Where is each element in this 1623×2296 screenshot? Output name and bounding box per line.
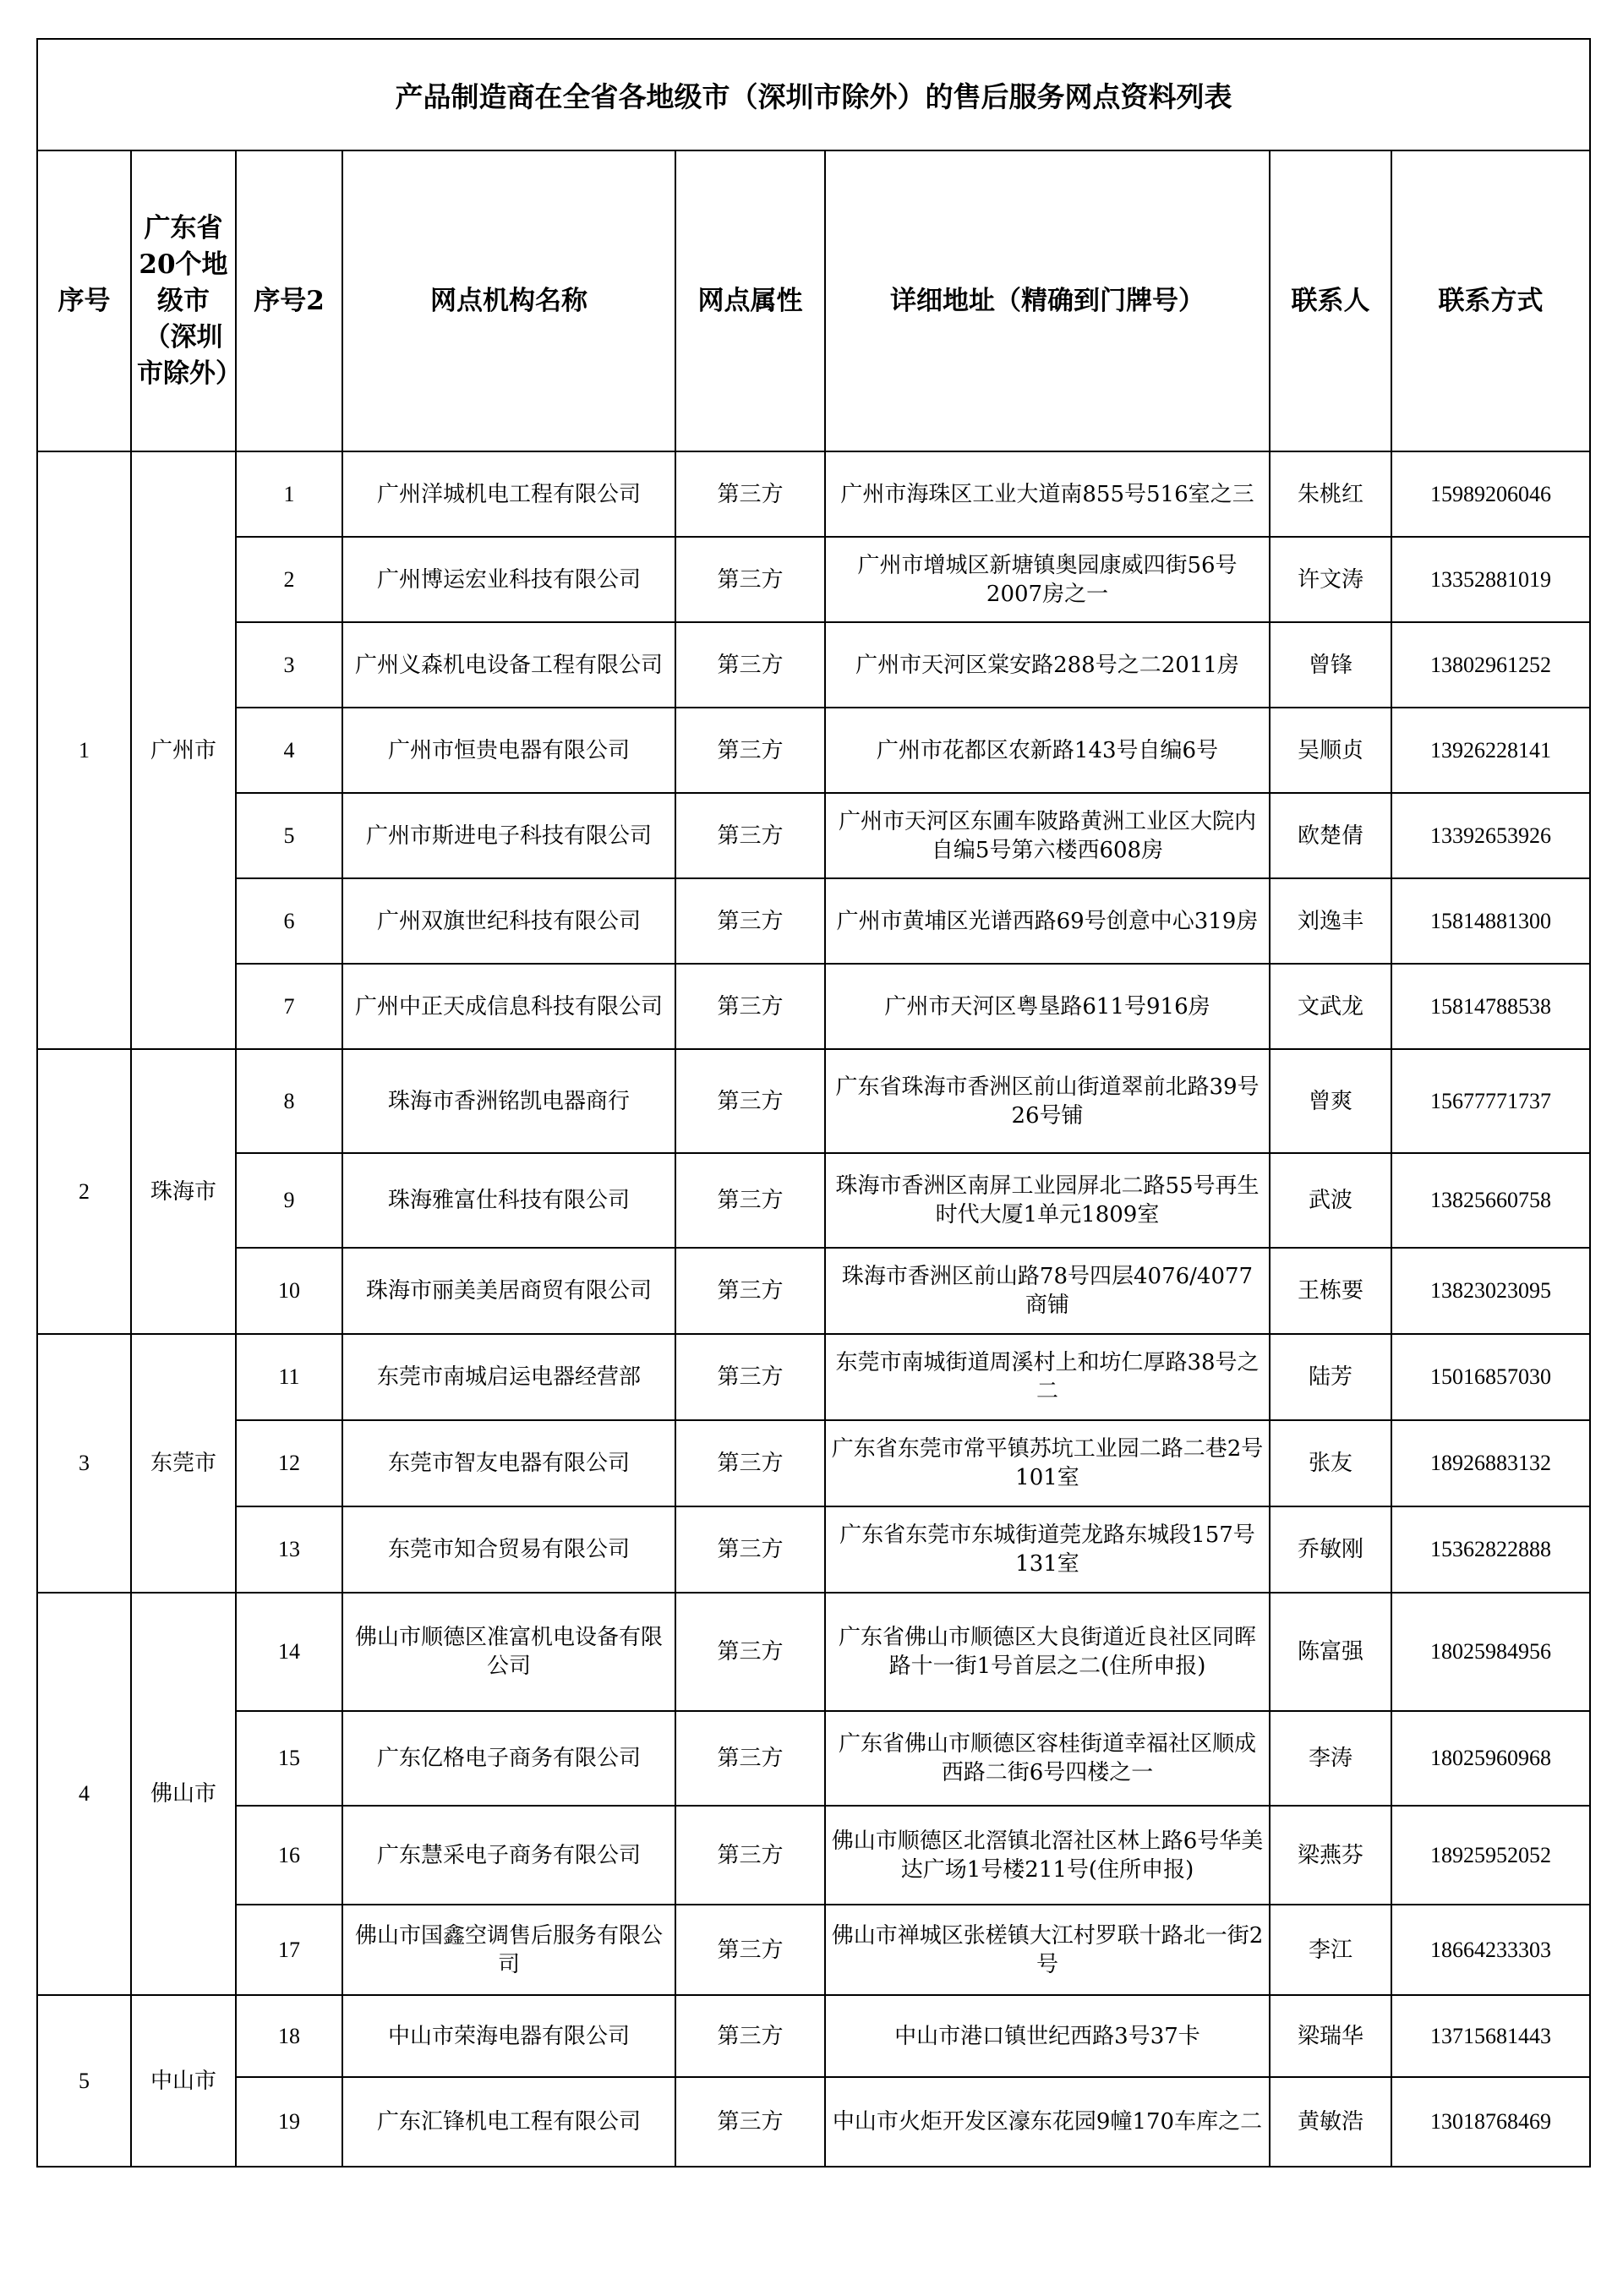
seq2-cell: 4: [236, 708, 342, 793]
address-cell: 珠海市香洲区南屏工业园屏北二路55号再生时代大厦1单元1809室: [825, 1153, 1270, 1248]
table-row: [37, 1153, 1590, 1248]
seq2-cell: 9: [236, 1153, 342, 1248]
outlet-type-cell: 第三方: [675, 878, 825, 964]
address-cell: 东莞市南城街道周溪村上和坊仁厚路38号之二: [825, 1334, 1270, 1420]
outlet-type-cell: 第三方: [675, 1905, 825, 1995]
outlet-name-cell: 珠海市丽美美居商贸有限公司: [342, 1248, 675, 1334]
seq2-cell: 1: [236, 451, 342, 537]
phone-cell: 13926228141: [1391, 708, 1590, 793]
service-outlet-table: [36, 38, 1591, 2168]
seq2-cell: 11: [236, 1334, 342, 1420]
contact-cell: 朱桃红: [1270, 451, 1391, 537]
table-row: [37, 622, 1590, 708]
contact-cell: 陈富强: [1270, 1593, 1391, 1711]
phone-cell: 18925952052: [1391, 1806, 1590, 1905]
phone-cell: 15814788538: [1391, 964, 1590, 1049]
phone-cell: 13352881019: [1391, 537, 1590, 622]
group-seq-cell: 3: [37, 1334, 131, 1593]
outlet-name-cell: 东莞市智友电器有限公司: [342, 1420, 675, 1506]
table-row: [37, 1506, 1590, 1593]
outlet-name-cell: 广东汇锋机电工程有限公司: [342, 2077, 675, 2167]
outlet-name-cell: 佛山市顺德区准富机电设备有限公司: [342, 1593, 675, 1711]
seq2-cell: 18: [236, 1995, 342, 2077]
outlet-name-cell: 广州市恒贵电器有限公司: [342, 708, 675, 793]
outlet-type-cell: 第三方: [675, 1420, 825, 1506]
table-row: [37, 1995, 1590, 2077]
phone-cell: 18664233303: [1391, 1905, 1590, 1995]
outlet-name-cell: 东莞市知合贸易有限公司: [342, 1506, 675, 1593]
table-row: [37, 1806, 1590, 1905]
address-cell: 佛山市顺德区北滘镇北滘社区林上路6号华美达广场1号楼211号(住所申报): [825, 1806, 1270, 1905]
group-city-cell: 广州市: [131, 451, 236, 1049]
address-cell: 广州市天河区粤垦路611号916房: [825, 964, 1270, 1049]
outlet-type-cell: 第三方: [675, 1995, 825, 2077]
contact-cell: 欧楚倩: [1270, 793, 1391, 878]
table-row: [37, 1334, 1590, 1420]
seq2-cell: 2: [236, 537, 342, 622]
phone-cell: 15989206046: [1391, 451, 1590, 537]
header-seq: 序号: [37, 150, 131, 451]
outlet-name-cell: 广州中正天成信息科技有限公司: [342, 964, 675, 1049]
table-row: [37, 537, 1590, 622]
group-city-cell: 珠海市: [131, 1049, 236, 1334]
table-row: [37, 1049, 1590, 1153]
seq2-cell: 12: [236, 1420, 342, 1506]
contact-cell: 李涛: [1270, 1711, 1391, 1806]
phone-cell: 13825660758: [1391, 1153, 1590, 1248]
outlet-type-cell: 第三方: [675, 964, 825, 1049]
contact-cell: 乔敏刚: [1270, 1506, 1391, 1593]
table-row: [37, 2077, 1590, 2167]
seq2-cell: 19: [236, 2077, 342, 2167]
header-type: 网点属性: [675, 150, 825, 451]
group-city-cell: 中山市: [131, 1995, 236, 2167]
table-row: [37, 451, 1590, 537]
outlet-type-cell: 第三方: [675, 793, 825, 878]
address-cell: 广州市增城区新塘镇奥园康威四街56号2007房之一: [825, 537, 1270, 622]
address-cell: 佛山市禅城区张槎镇大江村罗联十路北一街2号: [825, 1905, 1270, 1995]
phone-cell: 13823023095: [1391, 1248, 1590, 1334]
table-row: [37, 964, 1590, 1049]
phone-cell: 18025984956: [1391, 1593, 1590, 1711]
address-cell: 广州市海珠区工业大道南855号516室之三: [825, 451, 1270, 537]
outlet-type-cell: 第三方: [675, 2077, 825, 2167]
contact-cell: 王栋要: [1270, 1248, 1391, 1334]
table-row: [37, 793, 1590, 878]
outlet-type-cell: 第三方: [675, 1506, 825, 1593]
outlet-name-cell: 珠海雅富仕科技有限公司: [342, 1153, 675, 1248]
address-cell: 广东省佛山市顺德区大良街道近良社区同晖路十一街1号首层之二(住所申报): [825, 1593, 1270, 1711]
contact-cell: 文武龙: [1270, 964, 1391, 1049]
table-row: [37, 1420, 1590, 1506]
group-city-cell: 佛山市: [131, 1593, 236, 1995]
outlet-name-cell: 广东慧采电子商务有限公司: [342, 1806, 675, 1905]
seq2-cell: 3: [236, 622, 342, 708]
address-cell: 广州市花都区农新路143号自编6号: [825, 708, 1270, 793]
header-contact: 联系人: [1270, 150, 1391, 451]
seq2-cell: 7: [236, 964, 342, 1049]
contact-cell: 曾爽: [1270, 1049, 1391, 1153]
header-city: 广东省20个地级市（深圳市除外）: [131, 150, 236, 451]
address-cell: 中山市火炬开发区濠东花园9幢170车库之二: [825, 2077, 1270, 2167]
outlet-type-cell: 第三方: [675, 1806, 825, 1905]
address-cell: 广州市天河区东圃车陂路黄洲工业区大院内自编5号第六楼西608房: [825, 793, 1270, 878]
address-cell: 珠海市香洲区前山路78号四层4076/4077商铺: [825, 1248, 1270, 1334]
group-city-cell: 东莞市: [131, 1334, 236, 1593]
phone-cell: 13392653926: [1391, 793, 1590, 878]
outlet-type-cell: 第三方: [675, 1711, 825, 1806]
outlet-name-cell: 广州义森机电设备工程有限公司: [342, 622, 675, 708]
address-cell: 广州市黄埔区光谱西路69号创意中心319房: [825, 878, 1270, 964]
contact-cell: 吴顺贞: [1270, 708, 1391, 793]
header-address: 详细地址（精确到门牌号）: [825, 150, 1270, 451]
header-name: 网点机构名称: [342, 150, 675, 451]
group-seq-cell: 2: [37, 1049, 131, 1334]
table-row: [37, 1905, 1590, 1995]
contact-cell: 武波: [1270, 1153, 1391, 1248]
table-row: [37, 1711, 1590, 1806]
table-row: [37, 878, 1590, 964]
phone-cell: 13018768469: [1391, 2077, 1590, 2167]
outlet-name-cell: 中山市荣海电器有限公司: [342, 1995, 675, 2077]
seq2-cell: 8: [236, 1049, 342, 1153]
table-row: [37, 1248, 1590, 1334]
address-cell: 广州市天河区棠安路288号之二2011房: [825, 622, 1270, 708]
group-seq-cell: 5: [37, 1995, 131, 2167]
seq2-cell: 13: [236, 1506, 342, 1593]
seq2-cell: 6: [236, 878, 342, 964]
outlet-type-cell: 第三方: [675, 622, 825, 708]
contact-cell: 曾锋: [1270, 622, 1391, 708]
seq2-cell: 17: [236, 1905, 342, 1995]
phone-cell: 13802961252: [1391, 622, 1590, 708]
outlet-name-cell: 珠海市香洲铭凯电器商行: [342, 1049, 675, 1153]
contact-cell: 刘逸丰: [1270, 878, 1391, 964]
contact-cell: 梁燕芬: [1270, 1806, 1391, 1905]
phone-cell: 15814881300: [1391, 878, 1590, 964]
phone-cell: 13715681443: [1391, 1995, 1590, 2077]
address-cell: 中山市港口镇世纪西路3号37卡: [825, 1995, 1270, 2077]
group-seq-cell: 4: [37, 1593, 131, 1995]
contact-cell: 陆芳: [1270, 1334, 1391, 1420]
header-seq2: 序号2: [236, 150, 342, 451]
outlet-type-cell: 第三方: [675, 1248, 825, 1334]
phone-cell: 18926883132: [1391, 1420, 1590, 1506]
outlet-name-cell: 东莞市南城启运电器经营部: [342, 1334, 675, 1420]
outlet-name-cell: 佛山市国鑫空调售后服务有限公司: [342, 1905, 675, 1995]
outlet-name-cell: 广东亿格电子商务有限公司: [342, 1711, 675, 1806]
seq2-cell: 16: [236, 1806, 342, 1905]
seq2-cell: 15: [236, 1711, 342, 1806]
address-cell: 广东省佛山市顺德区容桂街道幸福社区顺成西路二街6号四楼之一: [825, 1711, 1270, 1806]
outlet-type-cell: 第三方: [675, 1593, 825, 1711]
contact-cell: 梁瑞华: [1270, 1995, 1391, 2077]
contact-cell: 黄敏浩: [1270, 2077, 1391, 2167]
seq2-cell: 5: [236, 793, 342, 878]
table-body: [37, 451, 1590, 2167]
seq2-cell: 10: [236, 1248, 342, 1334]
group-seq-cell: 1: [37, 451, 131, 1049]
outlet-name-cell: 广州市斯进电子科技有限公司: [342, 793, 675, 878]
phone-cell: 15362822888: [1391, 1506, 1590, 1593]
seq2-cell: 14: [236, 1593, 342, 1711]
address-cell: 广东省东莞市常平镇苏坑工业园二路二巷2号101室: [825, 1420, 1270, 1506]
contact-cell: 许文涛: [1270, 537, 1391, 622]
outlet-name-cell: 广州洋城机电工程有限公司: [342, 451, 675, 537]
table-row: [37, 1593, 1590, 1711]
phone-cell: 18025960968: [1391, 1711, 1590, 1806]
phone-cell: 15016857030: [1391, 1334, 1590, 1420]
outlet-type-cell: 第三方: [675, 451, 825, 537]
outlet-type-cell: 第三方: [675, 1153, 825, 1248]
outlet-type-cell: 第三方: [675, 1334, 825, 1420]
outlet-name-cell: 广州双旗世纪科技有限公司: [342, 878, 675, 964]
page-title: 产品制造商在全省各地级市（深圳市除外）的售后服务网点资料列表: [37, 39, 1590, 150]
contact-cell: 李江: [1270, 1905, 1391, 1995]
address-cell: 广东省东莞市东城街道莞龙路东城段157号131室: [825, 1506, 1270, 1593]
title-row: [37, 39, 1590, 150]
address-cell: 广东省珠海市香洲区前山街道翠前北路39号26号铺: [825, 1049, 1270, 1153]
header-phone: 联系方式: [1391, 150, 1590, 451]
outlet-type-cell: 第三方: [675, 1049, 825, 1153]
outlet-type-cell: 第三方: [675, 537, 825, 622]
outlet-name-cell: 广州博运宏业科技有限公司: [342, 537, 675, 622]
phone-cell: 15677771737: [1391, 1049, 1590, 1153]
header-row: [37, 150, 1590, 451]
outlet-type-cell: 第三方: [675, 708, 825, 793]
contact-cell: 张友: [1270, 1420, 1391, 1506]
table-row: [37, 708, 1590, 793]
